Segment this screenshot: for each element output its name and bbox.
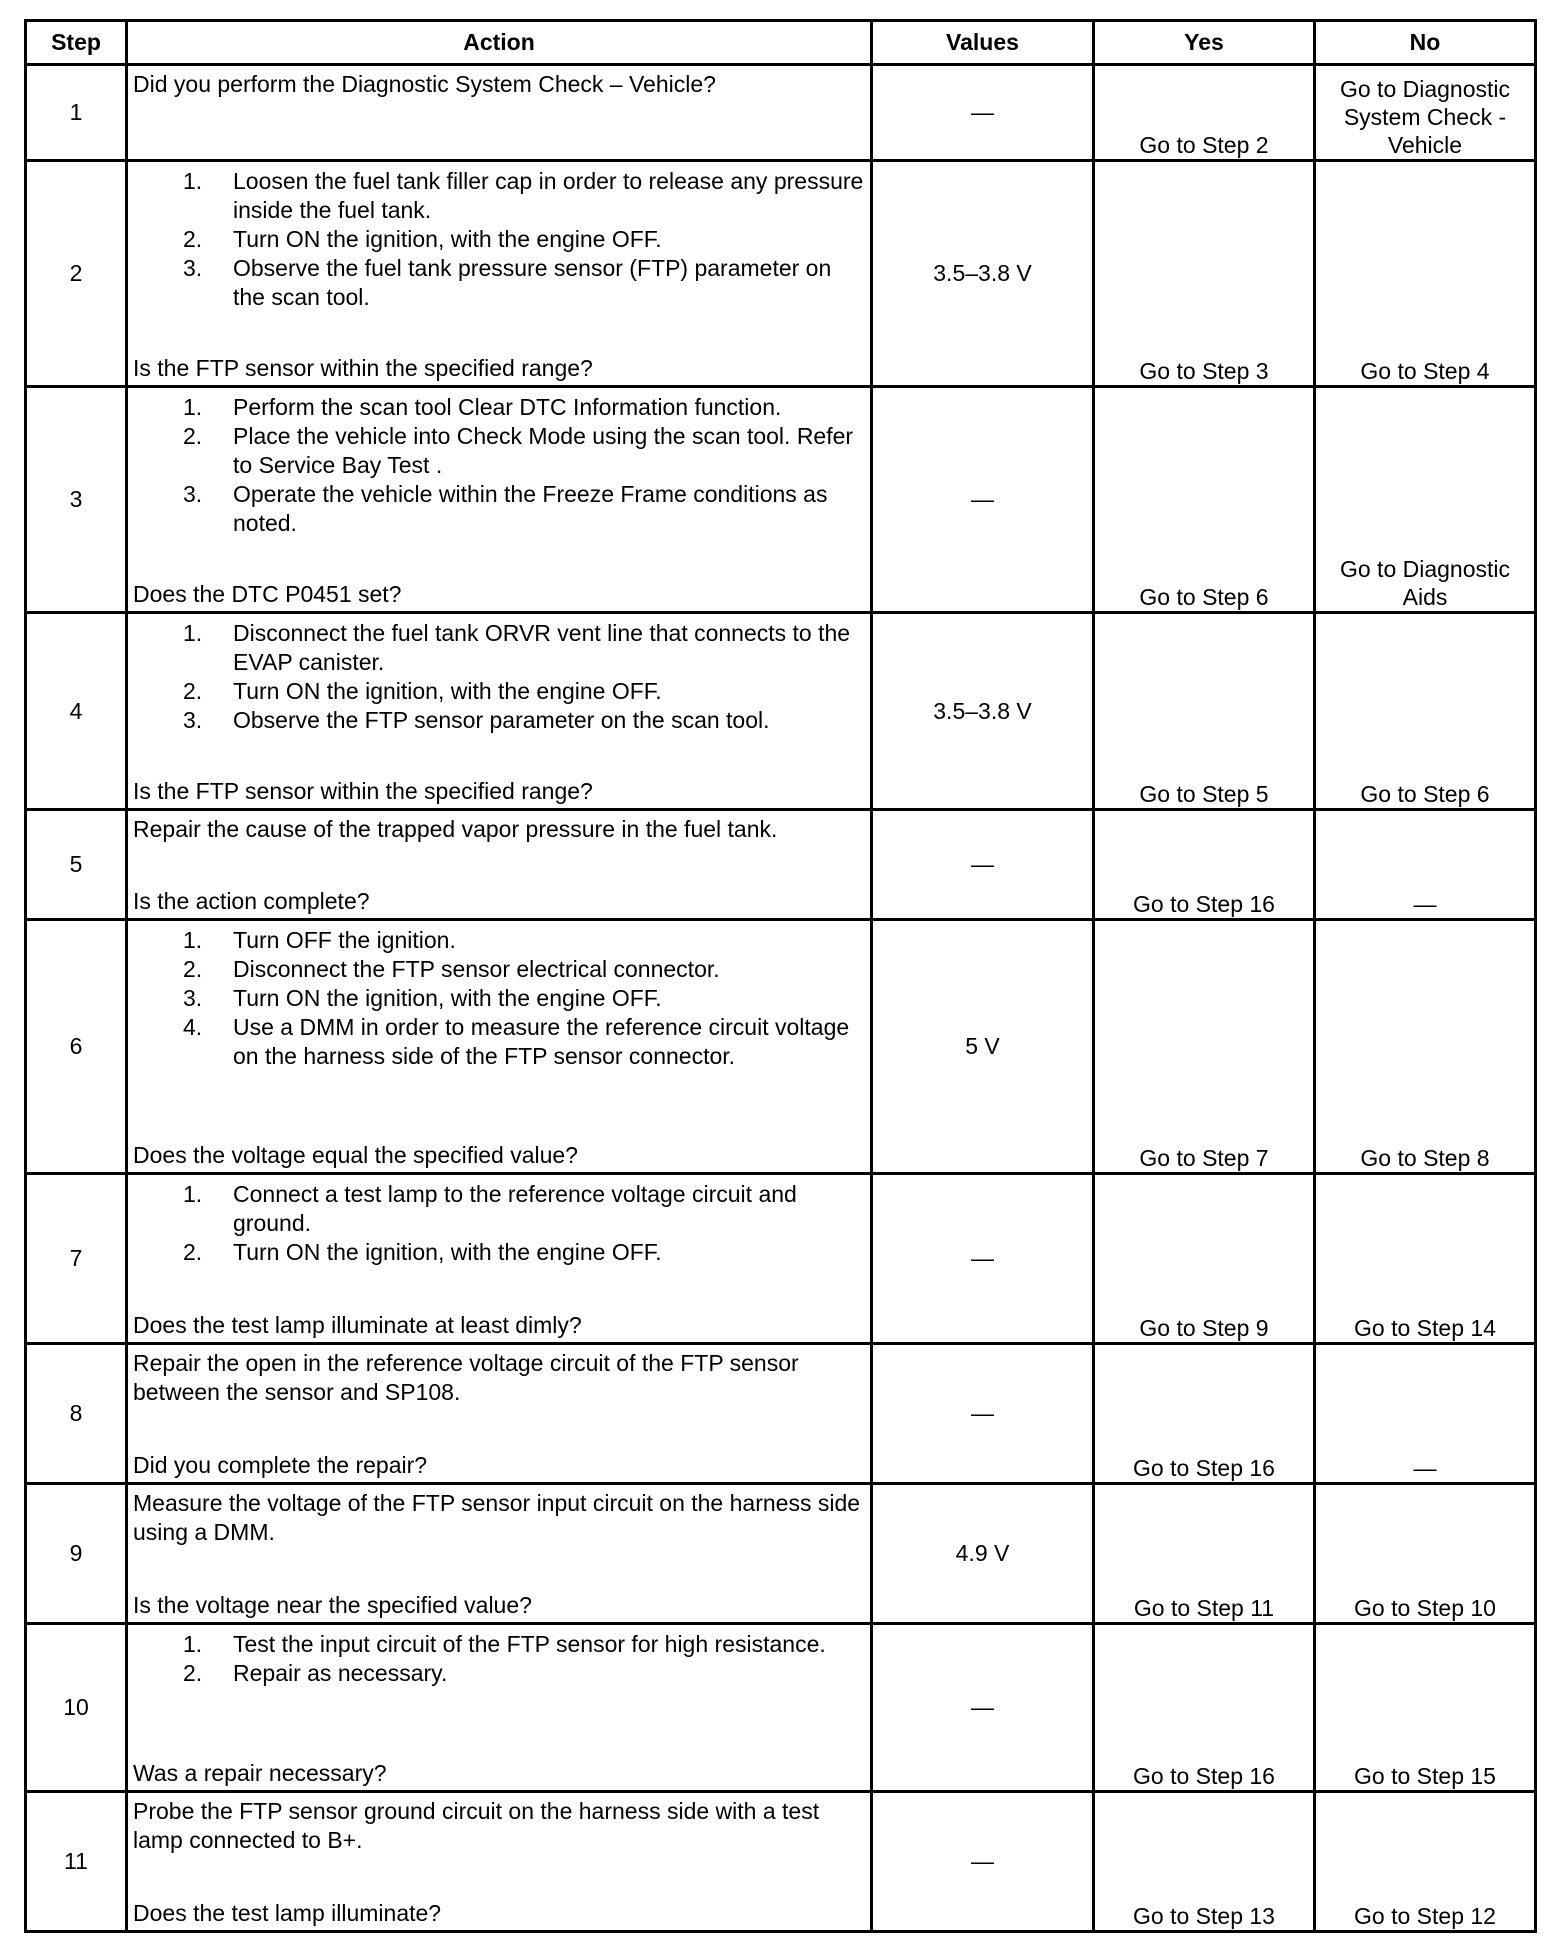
action-step-text: Turn ON the ignition, with the engine OFF. [233,1239,662,1265]
table-header [26,21,1536,65]
action-step-number: 3. [183,985,203,1011]
header-action: Action [127,21,872,65]
action-content [128,1485,870,1622]
action-cell [127,161,872,387]
action-text: Did you perform the Diagnostic System Check – Vehicle? [133,71,716,97]
action-content [128,811,870,918]
action-question: Does the test lamp illuminate at least dimly? [133,1312,582,1338]
action-cell [127,810,872,920]
action-step-number: 1. [183,1181,203,1207]
action-step-number: 2. [183,423,203,449]
no-cell: — [1315,810,1536,920]
action-step-text: Test the input circuit of the FTP sensor for high resistance. [233,1631,826,1657]
action-step-text: Turn OFF the ignition. [233,927,456,953]
action-step-number: 1. [183,927,203,953]
action-step-item [128,984,866,1013]
table-row [26,1174,1536,1344]
value-cell: — [872,810,1094,920]
table-row [26,387,1536,613]
yes-cell: Go to Step 5 [1094,613,1315,810]
header-no: No [1315,21,1536,65]
header-values: Values [872,21,1094,65]
header-row [26,21,1536,65]
action-step-item [128,254,866,312]
action-content [128,1625,870,1790]
action-cell [127,920,872,1174]
action-text: Repair the open in the reference voltage circuit of the FTP sensor between the sensor and SP108. [133,1350,799,1405]
table-row [26,1792,1536,1932]
action-step-number: 3. [183,481,203,507]
action-steps-list [128,1625,870,1688]
value-cell: 5 V [872,920,1094,1174]
action-step-item [128,1238,866,1267]
value-cell: 3.5–3.8 V [872,161,1094,387]
table-row [26,613,1536,810]
action-content [128,1345,870,1482]
action-step-item [128,1630,866,1659]
action-step-text: Perform the scan tool Clear DTC Information function. [233,394,782,420]
action-step-number: 2. [183,226,203,252]
yes-cell: Go to Step 7 [1094,920,1315,1174]
action-content [128,66,870,159]
action-question: Does the test lamp illuminate? [133,1900,442,1926]
no-cell: Go to Step 6 [1315,613,1536,810]
value-cell: — [872,1792,1094,1932]
action-cell [127,1792,872,1932]
no-cell: Go to Step 14 [1315,1174,1536,1344]
no-cell: Go to Step 15 [1315,1624,1536,1792]
action-step-item [128,1013,866,1071]
action-steps-list [128,1175,870,1267]
action-step-number: 1. [183,394,203,420]
step-number: 8 [26,1344,127,1484]
action-step-number: 3. [183,707,203,733]
action-question: Is the action complete? [133,888,370,914]
yes-cell: Go to Step 6 [1094,387,1315,613]
action-step-number: 2. [183,1239,203,1265]
step-number: 3 [26,387,127,613]
action-step-text: Turn ON the ignition, with the engine OFF. [233,226,662,252]
action-step-text: Use a DMM in order to measure the reference circuit voltage on the harness side of the FTP sensor connector. [233,1014,850,1069]
action-content [128,921,870,1172]
table-row [26,1484,1536,1624]
yes-cell: Go to Step 2 [1094,65,1315,161]
value-cell: — [872,1624,1094,1792]
action-step-item [128,225,866,254]
table-body [26,65,1536,1932]
action-cell [127,1174,872,1344]
table-row [26,161,1536,387]
value-cell: — [872,1174,1094,1344]
action-step-text: Observe the FTP sensor parameter on the scan tool. [233,707,770,733]
action-step-text: Turn ON the ignition, with the engine OFF. [233,985,662,1011]
action-step-item [128,619,866,677]
table-row [26,1624,1536,1792]
value-cell: 3.5–3.8 V [872,613,1094,810]
action-step-text: Disconnect the FTP sensor electrical connector. [233,956,720,982]
no-cell: — [1315,1344,1536,1484]
table-row [26,65,1536,161]
action-cell [127,1624,872,1792]
no-cell: Go to Diagnostic System Check - Vehicle [1315,65,1536,161]
value-cell: 4.9 V [872,1484,1094,1624]
step-number: 5 [26,810,127,920]
action-step-item [128,926,866,955]
action-step-text: Operate the vehicle within the Freeze Frame conditions as noted. [233,481,828,536]
action-step-number: 3. [183,255,203,281]
action-step-number: 4. [183,1014,203,1040]
yes-cell: Go to Step 3 [1094,161,1315,387]
action-steps-list [128,162,870,312]
yes-cell: Go to Step 9 [1094,1174,1315,1344]
yes-cell: Go to Step 13 [1094,1792,1315,1932]
action-step-number: 2. [183,678,203,704]
action-step-item [128,422,866,480]
action-step-number: 1. [183,1631,203,1657]
action-content [128,1175,870,1342]
action-text: Repair the cause of the trapped vapor pressure in the fuel tank. [133,816,778,842]
action-question: Was a repair necessary? [133,1760,387,1786]
action-steps-list [128,921,870,1071]
action-content [128,1793,870,1930]
action-cell [127,1344,872,1484]
action-step-item [128,706,866,735]
action-content [128,614,870,808]
action-cell [127,65,872,161]
yes-cell: Go to Step 16 [1094,810,1315,920]
action-content [128,388,870,611]
action-step-number: 1. [183,168,203,194]
action-step-text: Observe the fuel tank pressure sensor (FTP) parameter on the scan tool. [233,255,832,310]
step-number: 9 [26,1484,127,1624]
action-cell [127,613,872,810]
action-step-text: Connect a test lamp to the reference voltage circuit and ground. [233,1181,797,1236]
action-question: Is the FTP sensor within the specified range? [133,778,593,804]
step-number: 2 [26,161,127,387]
diagnostic-table [24,19,1537,1933]
no-cell: Go to Diagnostic Aids [1315,387,1536,613]
value-cell: — [872,65,1094,161]
action-question: Is the voltage near the specified value? [133,1592,532,1618]
header-yes: Yes [1094,21,1315,65]
action-steps-list [128,388,870,538]
action-step-number: 2. [183,1660,203,1686]
step-number: 6 [26,920,127,1174]
action-step-item [128,393,866,422]
action-step-text: Place the vehicle into Check Mode using the scan tool. Refer to Service Bay Test . [233,423,854,478]
yes-cell: Go to Step 11 [1094,1484,1315,1624]
action-question: Is the FTP sensor within the specified range? [133,355,593,381]
value-cell: — [872,387,1094,613]
yes-cell: Go to Step 16 [1094,1344,1315,1484]
no-cell: Go to Step 4 [1315,161,1536,387]
action-text: Probe the FTP sensor ground circuit on the harness side with a test lamp connected to B+. [133,1798,820,1853]
value-cell: — [872,1344,1094,1484]
action-step-text: Disconnect the fuel tank ORVR vent line that connects to the EVAP canister. [233,620,851,675]
no-cell: Go to Step 12 [1315,1792,1536,1932]
step-number: 10 [26,1624,127,1792]
action-step-item [128,1659,866,1688]
no-cell: Go to Step 10 [1315,1484,1536,1624]
action-step-text: Loosen the fuel tank filler cap in order to release any pressure inside the fuel tank. [233,168,864,223]
action-steps-list [128,614,870,735]
action-step-item [128,167,866,225]
action-step-item [128,955,866,984]
step-number: 11 [26,1792,127,1932]
step-number: 4 [26,613,127,810]
action-question: Does the DTC P0451 set? [133,581,402,607]
action-step-text: Turn ON the ignition, with the engine OFF. [233,678,662,704]
step-number: 7 [26,1174,127,1344]
table-row [26,1344,1536,1484]
action-question: Does the voltage equal the specified value? [133,1142,578,1168]
table-row [26,810,1536,920]
action-step-number: 1. [183,620,203,646]
action-step-text: Repair as necessary. [233,1660,448,1686]
table-row [26,920,1536,1174]
action-question: Did you complete the repair? [133,1452,428,1478]
action-step-item [128,480,866,538]
no-cell: Go to Step 8 [1315,920,1536,1174]
action-cell [127,1484,872,1624]
action-cell [127,387,872,613]
action-step-item [128,677,866,706]
header-step: Step [26,21,127,65]
yes-cell: Go to Step 16 [1094,1624,1315,1792]
action-step-item [128,1180,866,1238]
action-step-number: 2. [183,956,203,982]
action-content [128,162,870,385]
action-text: Measure the voltage of the FTP sensor input circuit on the harness side using a DMM. [133,1490,861,1545]
step-number: 1 [26,65,127,161]
